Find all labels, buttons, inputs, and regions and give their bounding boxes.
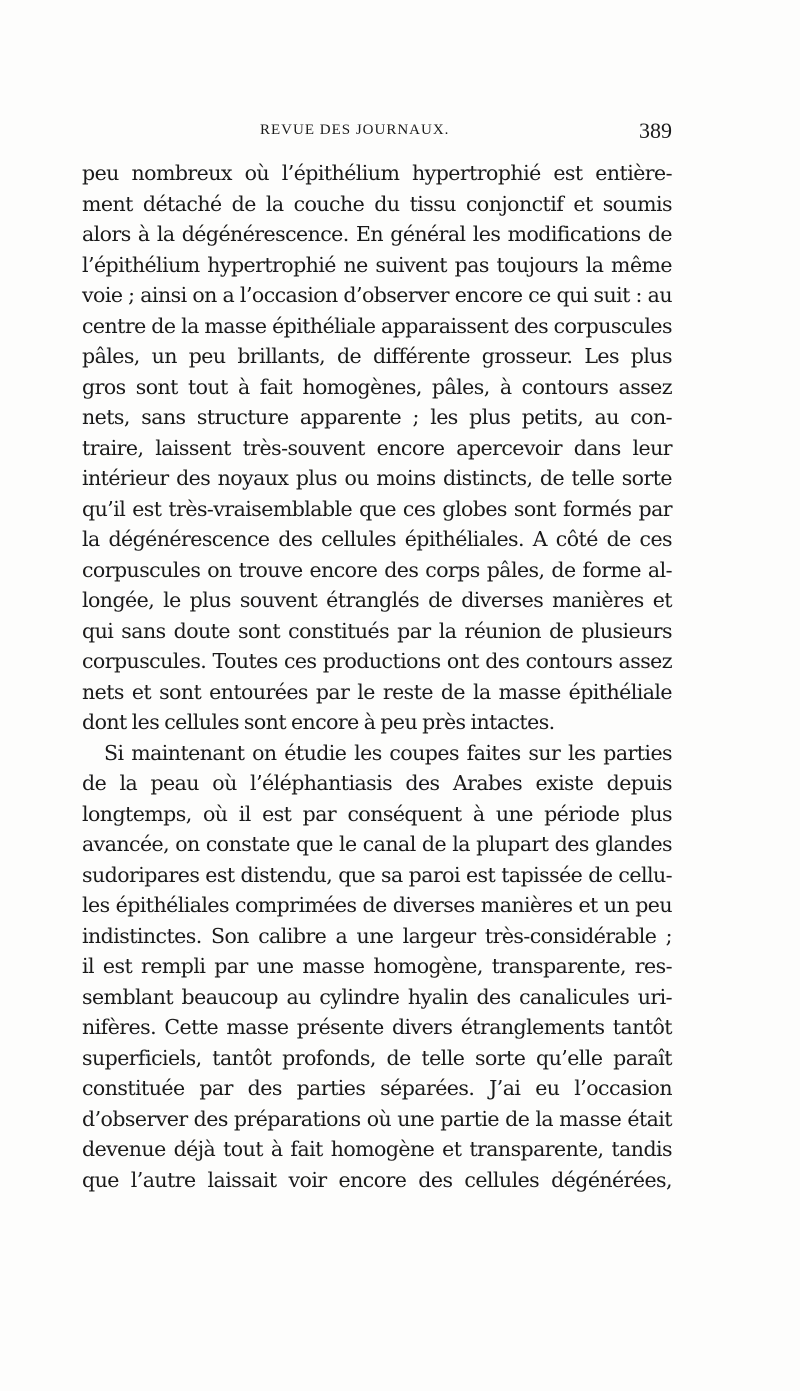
text-line: d’observer des préparations où une partie de la masse était xyxy=(82,1106,672,1131)
text-line: nets et sont entourées par le reste de la masse épithéliale xyxy=(82,679,672,704)
text-line: peu nombreux où l’épithélium hypertrophié est entière- xyxy=(82,161,672,185)
text-line: qu’il est très-vraisemblable que ces globes sont formés par xyxy=(82,496,672,521)
text-line: corpuscules on trouve encore des corps pâles, de forme al- xyxy=(82,557,672,582)
text-line: superficiels, tantôt profonds, de telle sorte qu’elle paraît xyxy=(82,1045,672,1070)
text-line: corpuscules. Toutes ces productions ont des contours assez xyxy=(82,649,672,673)
text-line: centre de la masse épithéliale apparaissent des corpuscules xyxy=(82,313,672,338)
text-line: que l’autre laissait voir encore des cellules dégénérées, xyxy=(82,1167,672,1192)
text-line: alors à la dégénérescence. En général les modifications de xyxy=(82,222,672,246)
text-line: constituée par des parties séparées. J’ai eu l’occasion xyxy=(82,1076,672,1100)
text-line: traire, laissent très-souvent encore apercevoir dans leur xyxy=(82,435,672,460)
text-line: indistinctes. Son calibre a une largeur très-considérable ; xyxy=(82,923,672,948)
text-line: la dégénérescence des cellules épithéliales. A côté de ces xyxy=(82,527,672,551)
text-line: les épithéliales comprimées de diverses manières et un peu xyxy=(82,893,672,917)
text-line: semblant beaucoup au cylindre hyalin des canalicules uri- xyxy=(82,984,672,1009)
text-line: de la peau où l’éléphantiasis des Arabes existe depuis xyxy=(82,771,672,795)
text-line: avancée, on constate que le canal de la plupart des glandes xyxy=(82,832,672,856)
text-line: gros sont tout à fait homogènes, pâles, à contours assez xyxy=(82,374,672,399)
text-line: l’épithélium hypertrophié ne suivent pas toujours la même xyxy=(82,252,672,277)
text-line: il est rempli par une masse homogène, transparente, res- xyxy=(82,954,672,978)
text-line: longtemps, où il est par conséquent à une période plus xyxy=(82,801,672,826)
text-line: sudoripares est distendu, que sa paroi est tapissée de cellu- xyxy=(82,862,672,887)
text-line: nets, sans structure apparente ; les plus petits, au con- xyxy=(82,405,672,429)
body-text xyxy=(82,158,672,1195)
text-line: longée, le plus souvent étranglés de diverses manières et xyxy=(82,588,672,612)
text-line: ment détaché de la couche du tissu conjonctif et soumis xyxy=(82,191,672,216)
page-header xyxy=(82,118,672,148)
text-line: qui sans doute sont constitués par la réunion de plusieurs xyxy=(82,618,672,643)
text-line: intérieur des noyaux plus ou moins distincts, de telle sorte xyxy=(82,466,672,490)
text-line: Si maintenant on étudie les coupes faites sur les parties xyxy=(104,740,672,765)
text-line: dont les cellules sont encore à peu près intactes. xyxy=(82,710,555,734)
text-line: devenue déjà tout à fait homogène et transparente, tandis xyxy=(82,1137,672,1161)
text-line: pâles, un peu brillants, de différente grosseur. Les plus xyxy=(82,344,672,368)
running-title: REVUE DES JOURNAUX. xyxy=(260,122,450,138)
page-number: 389 xyxy=(639,118,672,143)
text-line: nifères. Cette masse présente divers étranglements tantôt xyxy=(82,1015,672,1039)
text-line: voie ; ainsi on a l’occasion d’observer encore ce qui suit : au xyxy=(82,283,672,307)
